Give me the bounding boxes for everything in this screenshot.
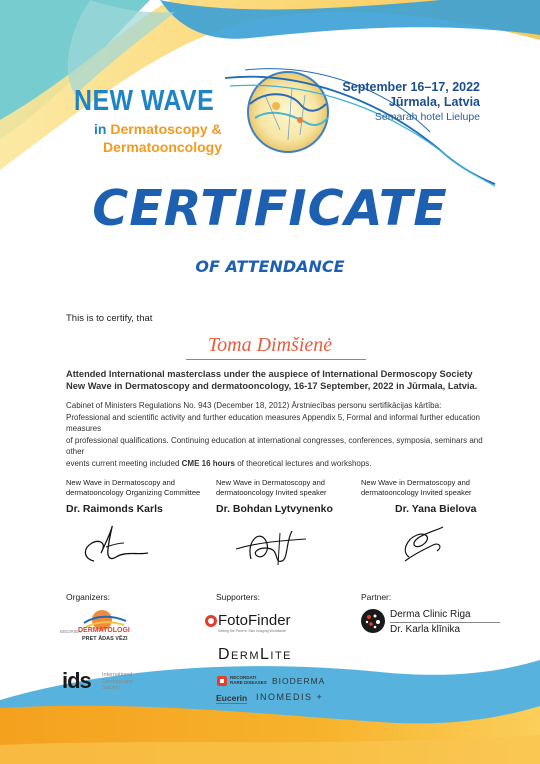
signatory-name: Dr. Bohdan Lytvynenko	[216, 503, 333, 515]
signatory-role-line-2: dermatooncology Invited speaker	[361, 487, 472, 497]
event-subtitle-in: in	[94, 121, 107, 137]
organizer-logo-1-line-2: DERMATOLOGI	[78, 627, 130, 634]
attendance-statement	[66, 368, 486, 392]
supporter-logo-fotofinder	[204, 612, 314, 636]
fotofinder-name: FotoFinder	[218, 612, 291, 629]
signatory-2	[216, 478, 366, 573]
partner-line-2: Dr. Karla klīnika	[390, 624, 461, 635]
certificate-title: CERTIFICATE	[92, 180, 448, 237]
organizers-label: Organizers:	[66, 592, 110, 602]
event-dates-block	[330, 80, 480, 125]
certify-text: This is to certify, that	[66, 313, 153, 324]
event-location: Jūrmala, Latvia	[388, 95, 480, 109]
signatory-role-line-1: New Wave in Dermatoscopy and	[361, 478, 470, 487]
event-title: NEW WAVE	[74, 85, 215, 117]
ids-logo-mark: ids	[62, 668, 91, 693]
supporter-logo-bioderma: BIODERMA	[272, 676, 326, 686]
recordati-text	[230, 675, 267, 685]
supporter-logo-eucerin: Eucerin	[216, 693, 248, 703]
ids-logo-line-1: International	[102, 672, 133, 678]
signatory-role-line-1: New Wave in Dermatoscopy and	[66, 478, 175, 487]
details-line-4-c: of theoretical lectures and workshops.	[237, 458, 372, 468]
signature-image	[361, 521, 461, 571]
signatory-1	[66, 478, 216, 573]
signatory-role-line-2: dermatooncology Organizing Committee	[66, 487, 201, 497]
cme-hours: CME 16 hours	[181, 458, 235, 468]
signature-image	[66, 521, 156, 571]
ids-logo-line-2: Dermoscopy	[102, 678, 133, 685]
signatory-name: Dr. Yana Bielova	[395, 503, 477, 515]
signatory-3	[361, 478, 511, 573]
supporter-logo-recordati	[216, 674, 276, 688]
recordati-line-1: RECORDATI	[230, 675, 257, 680]
certificate-subtitle: OF ATTENDANCE	[195, 257, 345, 276]
recipient-underline	[186, 359, 366, 360]
details-line-4	[66, 458, 486, 470]
inomedis-name: INOMEDIS	[256, 692, 313, 702]
details-line-4-a: events current meeting included	[66, 458, 180, 468]
ids-logo-line-3: Society	[102, 685, 121, 691]
partner-logo-derma-clinic	[360, 608, 510, 638]
partner-line-1: Derma Clinic Riga	[390, 609, 471, 620]
organizer-logo-1-line-3: PRET ĀDAS VĒZI	[82, 636, 128, 642]
partner-divider	[390, 622, 500, 623]
recordati-icon	[216, 675, 228, 687]
signature-image	[216, 521, 316, 571]
derma-clinic-icon	[360, 608, 386, 634]
event-venue: Semarah hotel Lielupe	[374, 111, 480, 123]
partner-label: Partner:	[361, 592, 392, 602]
details-line-1: Cabinet of Ministers Regulations No. 943 (December 18, 2012) Ārstniecības personu sertifikācijas kārtība:	[66, 401, 442, 410]
fotofinder-tagline: Setting the Pace in Skin Imaging Worldwide	[218, 629, 286, 633]
organizer-logo-ids	[62, 668, 172, 698]
details-line-3: of professional qualifications. Continuing education at international congresses, conferences, symposia, seminars and other	[66, 435, 483, 456]
fotofinder-icon	[204, 614, 218, 628]
event-dates: September 16–17, 2022	[342, 80, 480, 94]
attendance-line-2: New Wave in Dermatoscopy and dermatooncology, 16-17 September, 2022 in Jūrmala, Latvia.	[66, 381, 478, 391]
supporters-label: Supporters:	[216, 592, 260, 602]
supporter-logo-inomedis: INOMEDIS +	[256, 692, 324, 702]
event-subtitle-2: Dermatooncology	[103, 139, 223, 155]
event-subtitle-dermatoscopy: Dermatoscopy &	[110, 121, 222, 137]
ids-logo-text	[102, 672, 133, 692]
organizer-logo-dermatologi	[60, 605, 180, 655]
details-line-2: Professional and scientific activity and further education measures Appendix 5, Formal and informal further education measures	[66, 412, 480, 433]
signatory-name: Dr. Raimonds Karls	[66, 503, 163, 515]
attendance-line-1: Attended International masterclass under the auspiece of International Dermoscopy Society	[66, 369, 473, 379]
recordati-line-2: RARE DISEASES	[230, 680, 267, 685]
signatory-role-line-1: New Wave in Dermatoscopy and	[216, 478, 325, 487]
recipient-name: Toma Dimšienė	[207, 334, 333, 356]
signatory-role-line-2: dermatooncology Invited speaker	[216, 487, 327, 497]
event-subtitle-1	[94, 121, 222, 137]
organizer-logo-1-line-1: BIEDRĪBA	[60, 629, 82, 634]
supporter-logo-dermlite: DermLite	[218, 646, 293, 663]
regulation-details	[66, 400, 486, 469]
